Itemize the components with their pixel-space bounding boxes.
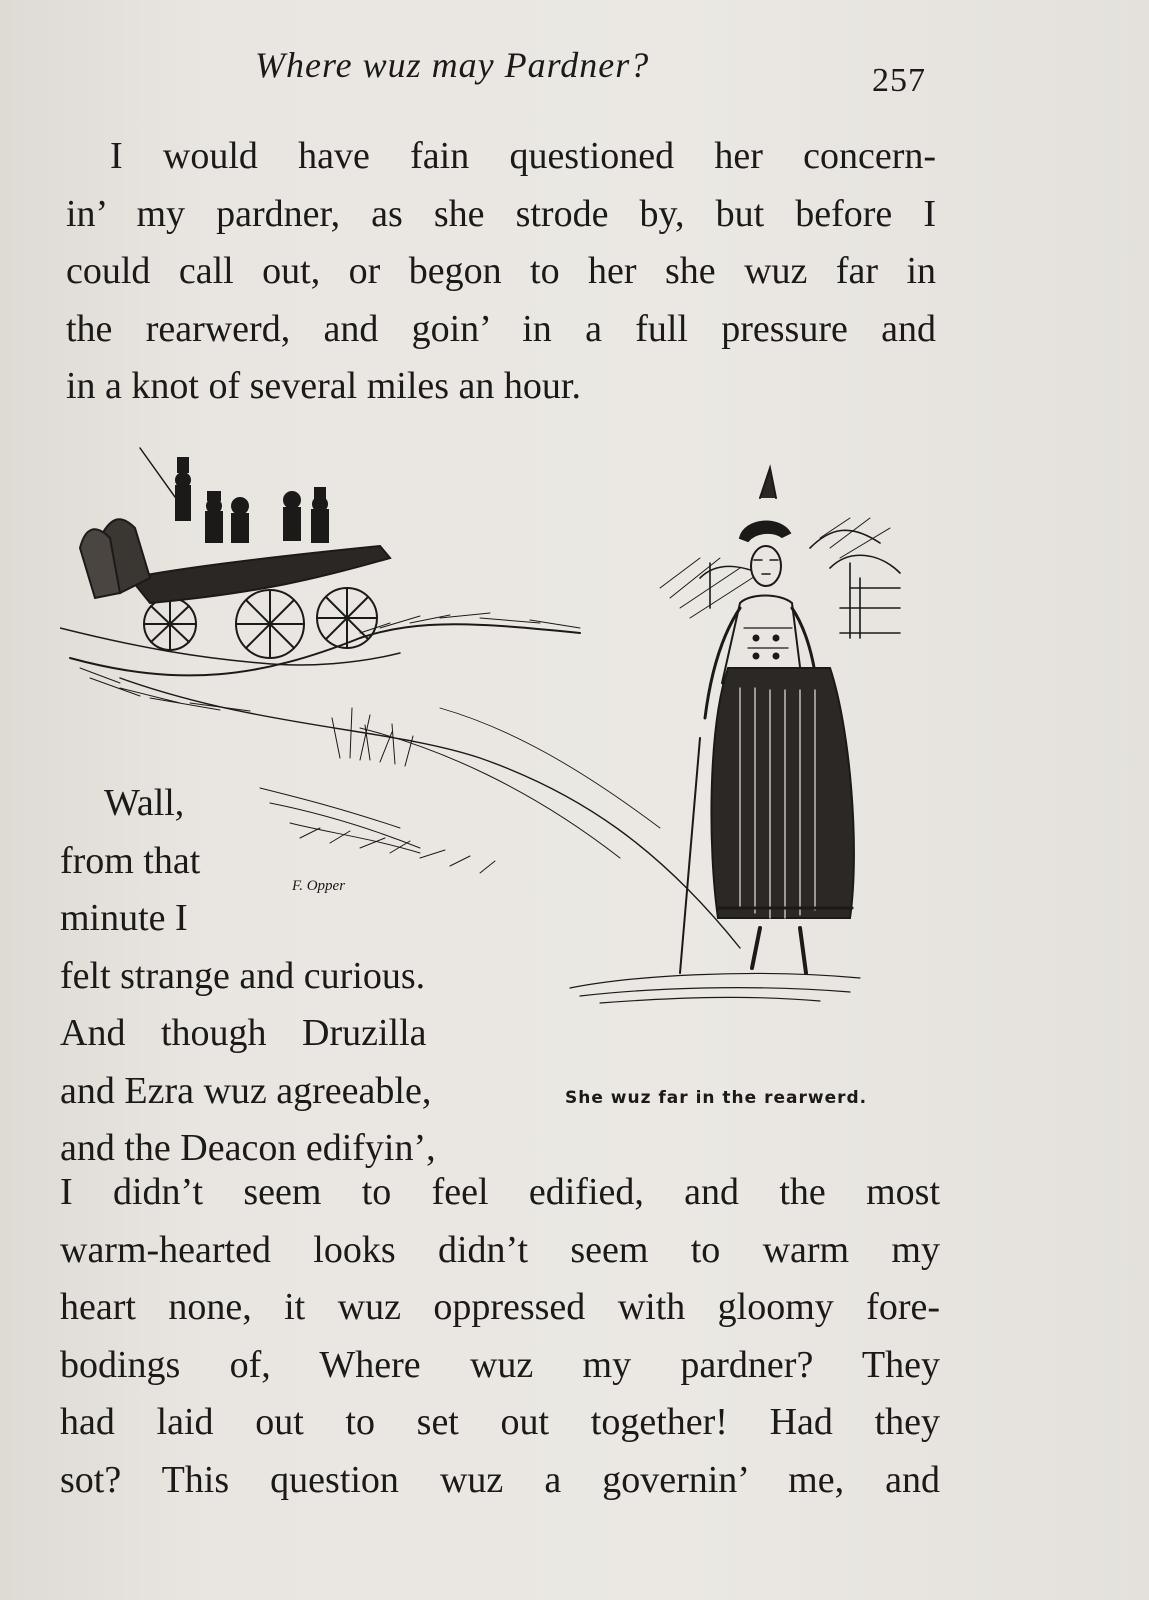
text-line: warm-hearted looks didn’t seem to warm my [60,1228,940,1271]
text-line: from that [60,839,201,882]
running-head [60,44,940,99]
text-line: felt strange and curious. [60,954,426,997]
text-line: minute I [60,897,188,939]
text-line: bodings of, Where wuz my pardner? They [60,1343,940,1386]
text-line: and the Deacon edifyin’, [60,1127,436,1169]
text-line: And though Druzilla [60,1012,427,1054]
text-line: heart none, it wuz oppressed with gloomy fore- [60,1286,940,1328]
text-line: I would have fain questioned her concern- [110,135,936,177]
text-line: and Ezra wuz agreeable, [60,1069,432,1112]
carriage-group [60,448,400,665]
text-line: in’ my pardner, as she strode by, but before I [66,192,936,235]
paragraph-bottom [60,1164,940,1509]
text-line: could call out, or begon to her she wuz far in [66,250,936,292]
text-line: Wall, [104,782,185,824]
paragraph-top [66,128,936,416]
text-line: had laid out to set out together! Had they [60,1401,940,1443]
artist-signature: F. Opper [292,878,346,894]
text-line: the rearwerd, and goin’ in a full pressure and [66,307,936,350]
paragraph-wrap [60,775,436,1178]
woman-figure [680,468,854,973]
page-number: 257 [872,62,926,99]
text-line: I didn’t seem to feel edified, and the most [60,1171,940,1213]
running-title: Where wuz may Pardner? [255,45,650,85]
text-line: sot? This question wuz a governin’ me, and [60,1458,940,1501]
illustration-caption: She wuz far in the rearwerd. [565,1088,868,1108]
text-line: in a knot of several miles an hour. [66,365,581,407]
